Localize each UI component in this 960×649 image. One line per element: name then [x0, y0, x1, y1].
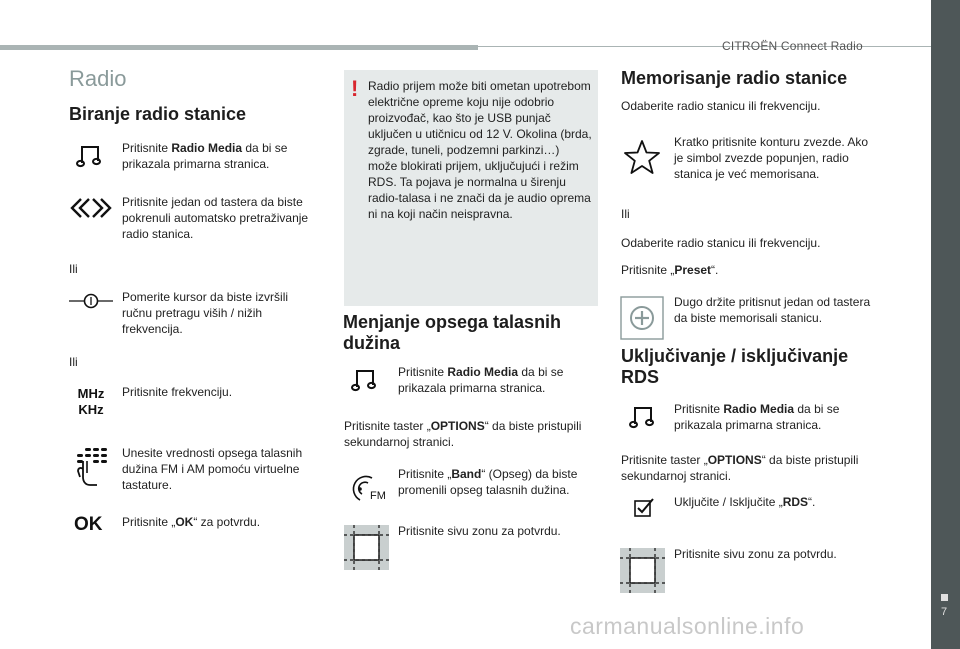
music-note-icon — [76, 143, 104, 169]
seek-arrows-icon — [69, 196, 113, 220]
header-title: CITROËN Connect Radio — [722, 39, 863, 53]
music-note-icon — [351, 367, 379, 393]
tuning-cursor-icon — [68, 291, 114, 311]
step-radio-media: Pritisnite Radio Media da bi se prikazala primarna stranica. — [122, 141, 288, 171]
step-options: Pritisnite taster „OPTIONS“ da biste pristupili sekundarnoj stranici. — [344, 419, 582, 449]
step-rds-toggle: Uključite / Isključite „RDS“. — [674, 495, 816, 509]
heading-menjanje: Menjanje opsega talasnih dužina — [343, 312, 562, 353]
step-band: Pritisnite „Band“ (Opseg) da biste promenili opseg talasnih dužina. — [398, 467, 578, 497]
step-frequency: Pritisnite frekvenciju. — [122, 385, 233, 399]
warning-text: Radio prijem može biti ometan upotrebom električne opreme koju nije odobrio proizvođač, kao što je USB punjač uključen u utičnicu od 12 V. Okolina (brda, zgrade, tuneli, podzemni parkinzi…) može blokirati prijem, uključujući i režim RDS. Ta pojava je normalna u širenju radio-talasa i ne znači da je audio oprema ni na koji način neispravna. — [368, 79, 592, 221]
step-radio-media: Pritisnite Radio Media da bi se prikazala primarna stranica. — [674, 402, 840, 432]
heading-biranje: Biranje radio stanice — [69, 104, 247, 124]
continue-marker — [941, 594, 948, 601]
ok-icon: OK — [74, 514, 103, 535]
step-confirm: Pritisnite sivu zonu za potvrdu. — [398, 524, 561, 538]
intro-text: Odaberite radio stanicu ili frekvenciju. — [621, 99, 821, 113]
gray-zone-icon — [620, 548, 665, 593]
header-rule — [0, 45, 478, 50]
mhz-khz-icon: MHz KHz — [77, 386, 105, 417]
header-thin-rule — [478, 46, 931, 47]
heading-memorisanje: Memorisanje radio stanice — [621, 68, 848, 88]
music-note-icon — [629, 404, 657, 430]
intro-text-2: Odaberite radio stanicu ili frekvenciju. — [621, 236, 821, 250]
heading-rds: Uključivanje / isključivanje RDS — [621, 346, 849, 387]
step-confirm: Pritisnite sivu zonu za potvrdu. — [674, 547, 837, 561]
or-label: Ili — [69, 262, 78, 276]
step-radio-media: Pritisnite Radio Media da bi se prikazala primarna stranica. — [398, 365, 564, 395]
star-outline-icon — [623, 139, 661, 175]
checkbox-icon — [633, 497, 655, 519]
step-options: Pritisnite taster „OPTIONS“ da biste pristupili sekundarnoj stranici. — [621, 453, 859, 483]
keypad-icon — [73, 447, 111, 487]
step-star: Kratko pritisnite konturu zvezde. Ako je simbol zvezde popunjen, radio stanica je već memorisana. — [674, 135, 869, 181]
step-virtual-keyboard: Unesite vrednosti opsega talasnih dužina FM i AM pomoću virtuelne tastature. — [122, 446, 303, 492]
step-ok: Pritisnite „OK“ za potvrdu. — [122, 515, 261, 529]
warning-icon: ! — [351, 76, 359, 101]
step-auto-search: Pritisnite jedan od tastera da biste pokrenuli automatsko pretraživanje radio stanica. — [122, 195, 309, 241]
gray-zone-icon — [344, 525, 389, 570]
step-manual-search: Pomerite kursor da biste izvršili ručnu pretragu viših / nižih frekvencija. — [122, 290, 289, 336]
or-label: Ili — [69, 355, 78, 369]
fm-label: FM — [370, 490, 386, 502]
step-preset: Pritisnite „Preset“. — [621, 263, 719, 277]
page-number: 7 — [941, 606, 948, 618]
sidebar-strip — [931, 0, 960, 649]
watermark: carmanualsonline.info — [570, 613, 805, 639]
step-long-press: Dugo držite pritisnut jedan od tastera da biste memorisali stanicu. — [674, 295, 871, 325]
section-title: Radio — [69, 66, 127, 91]
or-label: Ili — [621, 207, 630, 221]
add-preset-icon — [620, 296, 664, 340]
